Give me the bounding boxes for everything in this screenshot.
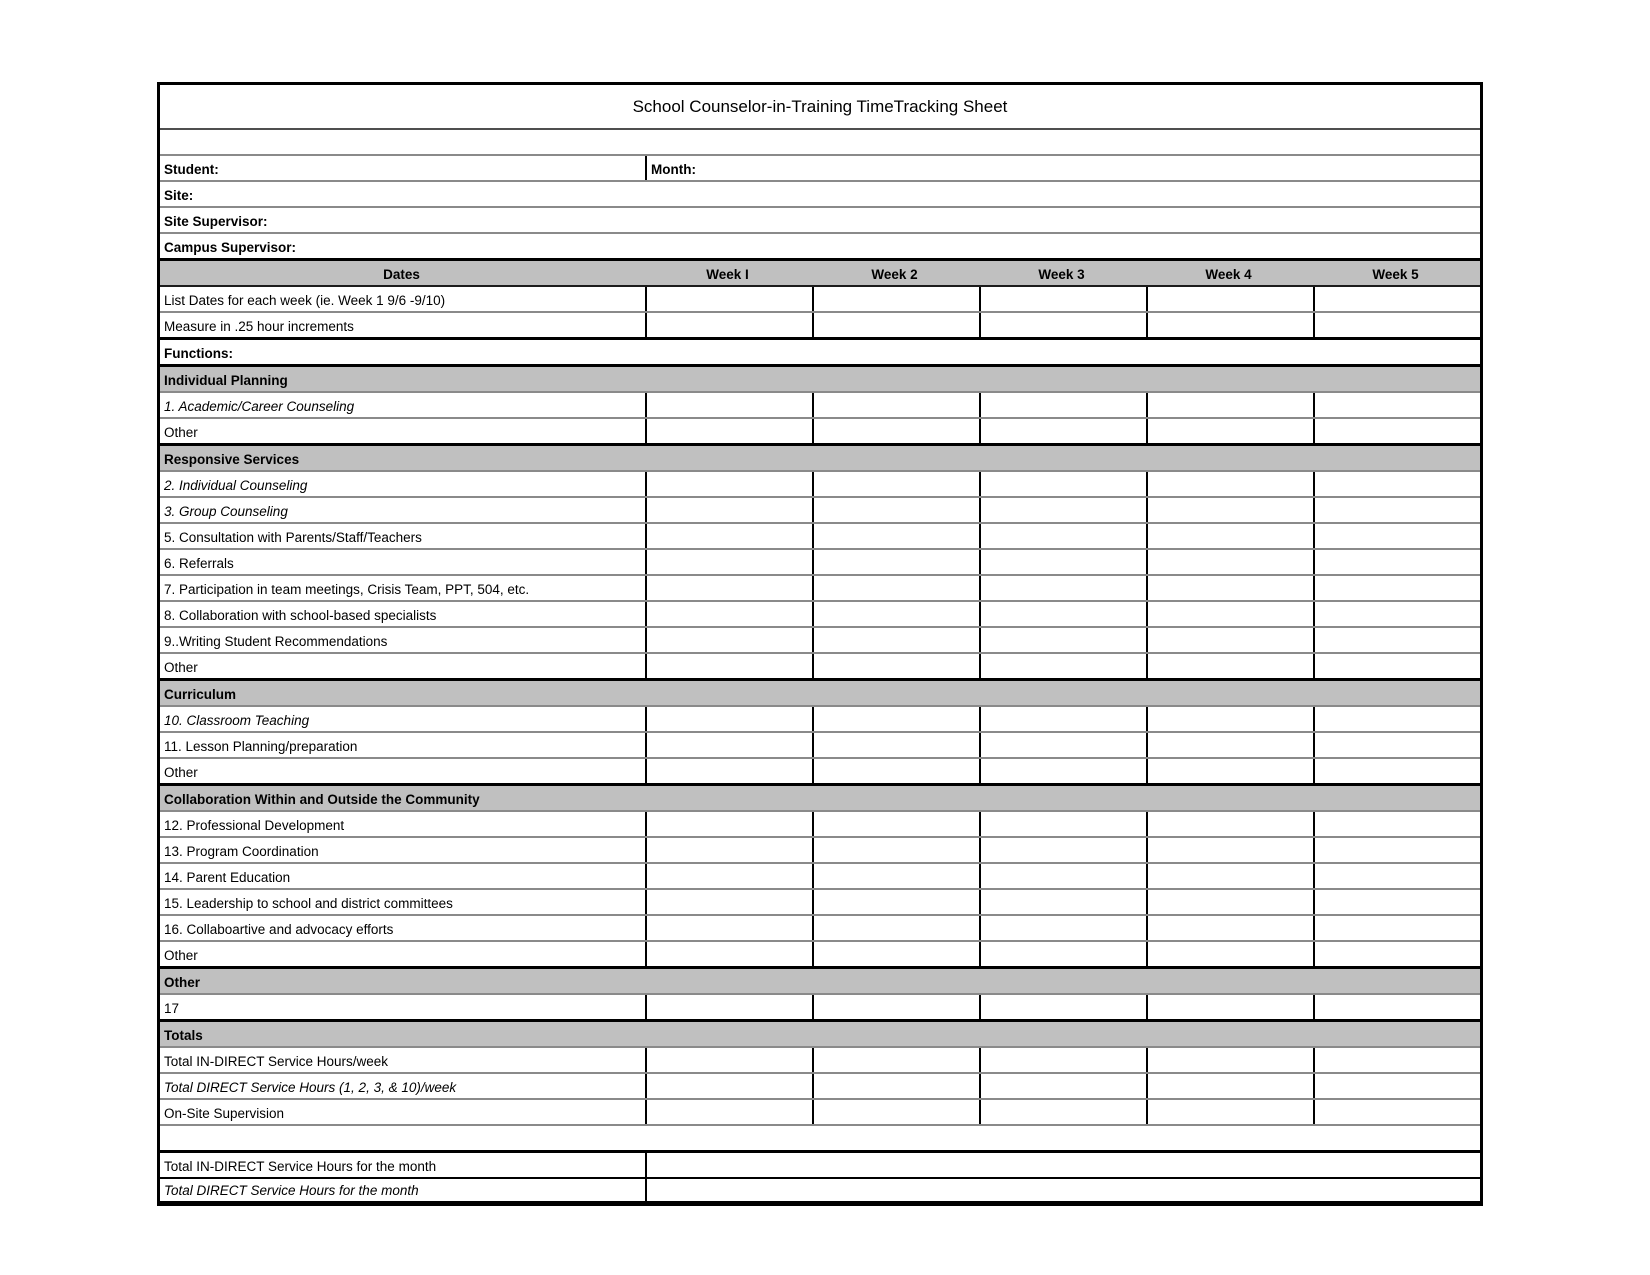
time-tracking-sheet	[157, 82, 1483, 1206]
student-field[interactable]: Student:	[164, 161, 219, 177]
info-row-student	[160, 156, 1480, 182]
week-cell-5[interactable]	[1313, 1048, 1480, 1072]
row-label: 2. Individual Counseling	[164, 477, 308, 493]
row-label: 14. Parent Education	[164, 869, 291, 885]
week-cell-5[interactable]	[1313, 707, 1480, 731]
week-cell-2[interactable]	[812, 916, 979, 940]
week-cell-2[interactable]	[812, 812, 979, 836]
week-cell-5[interactable]	[1313, 393, 1480, 417]
week-cell-4[interactable]	[1146, 1100, 1313, 1124]
week-cell-1[interactable]	[645, 1100, 812, 1124]
data-row-16-collaboartive-and-advocacy-efforts	[160, 916, 1480, 942]
week-cell-2[interactable]	[812, 1048, 979, 1072]
week-cell-3[interactable]	[979, 602, 1146, 626]
week-cell-3[interactable]	[979, 524, 1146, 548]
week-cell-3[interactable]	[979, 550, 1146, 574]
data-row-list-dates-for-each-week-ie-week-1-9-6-9-10	[160, 287, 1480, 313]
data-row-other	[160, 654, 1480, 681]
week-cell-3[interactable]	[979, 576, 1146, 600]
week-cell-1[interactable]	[645, 838, 812, 862]
week-cell-4[interactable]	[1146, 942, 1313, 966]
functions-heading: Functions:	[164, 345, 233, 361]
data-row-9-writing-student-recommendations	[160, 628, 1480, 654]
row-label: 7. Participation in team meetings, Crisis Team, PPT, 504, etc.	[164, 581, 530, 597]
week-cell-2[interactable]	[812, 472, 979, 496]
row-label: 16. Collaboartive and advocacy efforts	[164, 921, 394, 937]
week-cell-1[interactable]	[645, 890, 812, 914]
week-cell-1[interactable]	[645, 524, 812, 548]
data-row-14-parent-education	[160, 864, 1480, 890]
week-cell-3[interactable]	[979, 498, 1146, 522]
section-header-totals	[160, 1022, 1480, 1048]
site-supervisor-field[interactable]: Site Supervisor:	[164, 213, 268, 229]
week-cell-1[interactable]	[645, 393, 812, 417]
week-cell-3[interactable]	[979, 393, 1146, 417]
data-row-on-site-supervision	[160, 1100, 1480, 1126]
week-cell-2[interactable]	[812, 654, 979, 678]
month-total-row-total-in-direct-service-hours-for-the-month	[160, 1153, 1480, 1179]
week-cell-3[interactable]	[979, 1048, 1146, 1072]
blank-cell	[160, 1126, 1480, 1150]
week-cell-4[interactable]	[1146, 812, 1313, 836]
week-cell-4[interactable]	[1146, 576, 1313, 600]
row-label: 5. Consultation with Parents/Staff/Teachers	[164, 529, 422, 545]
week-cell-5[interactable]	[1313, 733, 1480, 757]
week-cell-4[interactable]	[1146, 759, 1313, 783]
week-cell-3[interactable]	[979, 838, 1146, 862]
blank-cell	[160, 130, 1480, 154]
week-cell-2[interactable]	[812, 759, 979, 783]
week-cell-3[interactable]	[979, 995, 1146, 1019]
week-cell-5[interactable]	[1313, 812, 1480, 836]
week-cell-2[interactable]	[812, 1074, 979, 1098]
site-field[interactable]: Site:	[164, 187, 194, 203]
section-header-collaboration-within-and-outside-the-community	[160, 786, 1480, 812]
week-cell-1[interactable]	[645, 287, 812, 311]
row-label: Other	[164, 947, 198, 963]
row-label: 13. Program Coordination	[164, 843, 319, 859]
data-row-other	[160, 419, 1480, 446]
week-cell-4[interactable]	[1146, 472, 1313, 496]
section-header-label: Curriculum	[164, 686, 237, 702]
row-label: 15. Leadership to school and district committees	[164, 895, 453, 911]
week-cell-4[interactable]	[1146, 1048, 1313, 1072]
week-cell-4[interactable]	[1146, 287, 1313, 311]
week-cell-4[interactable]	[1146, 995, 1313, 1019]
week-cell-2[interactable]	[812, 576, 979, 600]
week-cell-4[interactable]	[1146, 838, 1313, 862]
row-label: 11. Lesson Planning/preparation	[164, 738, 358, 754]
week-cell-4[interactable]	[1146, 864, 1313, 888]
week-cell-1[interactable]	[645, 628, 812, 652]
row-label: Other	[164, 659, 198, 675]
week-cell-5[interactable]	[1313, 890, 1480, 914]
week-cell-2[interactable]	[812, 498, 979, 522]
data-row-13-program-coordination	[160, 838, 1480, 864]
row-label: 10. Classroom Teaching	[164, 712, 310, 728]
week-cell-2[interactable]	[812, 707, 979, 731]
data-row-8-collaboration-with-school-based-specialists	[160, 602, 1480, 628]
week-cell-5[interactable]	[1313, 628, 1480, 652]
week-cell-4[interactable]	[1146, 707, 1313, 731]
week-cell-3[interactable]	[979, 628, 1146, 652]
row-label: Total DIRECT Service Hours for the month	[164, 1182, 419, 1198]
info-row-site-supervisor	[160, 208, 1480, 234]
week-cell-5[interactable]	[1313, 419, 1480, 443]
week-cell-1[interactable]	[645, 313, 812, 337]
week-cell-5[interactable]	[1313, 654, 1480, 678]
week-cell-1[interactable]	[645, 995, 812, 1019]
week-cell-5[interactable]	[1313, 524, 1480, 548]
data-row-6-referrals	[160, 550, 1480, 576]
row-label: 3. Group Counseling	[164, 503, 288, 519]
week-cell-3[interactable]	[979, 1100, 1146, 1124]
week-cell-3[interactable]	[979, 707, 1146, 731]
row-label: Total IN-DIRECT Service Hours/week	[164, 1053, 389, 1069]
week-header-row	[160, 261, 1480, 287]
week-cell-2[interactable]	[812, 393, 979, 417]
week-cell-5[interactable]	[1313, 472, 1480, 496]
week-cell-1[interactable]	[645, 916, 812, 940]
week-cell-3[interactable]	[979, 890, 1146, 914]
column-header-week-i: Week I	[706, 266, 749, 282]
data-row-2-individual-counseling	[160, 472, 1480, 498]
data-row-7-participation-in-team-meetings-crisis-team-ppt-504-etc	[160, 576, 1480, 602]
week-cell-4[interactable]	[1146, 1074, 1313, 1098]
week-cell-3[interactable]	[979, 287, 1146, 311]
week-cell-5[interactable]	[1313, 759, 1480, 783]
table-body	[160, 130, 1480, 1203]
week-cell-3[interactable]	[979, 654, 1146, 678]
week-cell-2[interactable]	[812, 942, 979, 966]
data-row-3-group-counseling	[160, 498, 1480, 524]
week-cell-2[interactable]	[812, 733, 979, 757]
data-row-total-in-direct-service-hours-week	[160, 1048, 1480, 1074]
row-label: 6. Referrals	[164, 555, 234, 571]
week-cell-1[interactable]	[645, 654, 812, 678]
section-header-label: Other	[164, 974, 201, 990]
row-label: 9..Writing Student Recommendations	[164, 633, 388, 649]
section-header-curriculum	[160, 681, 1480, 707]
row-label: 17	[164, 1000, 180, 1016]
week-cell-2[interactable]	[812, 287, 979, 311]
row-label: Measure in .25 hour increments	[164, 318, 354, 334]
week-cell-1[interactable]	[645, 472, 812, 496]
week-cell-1[interactable]	[645, 498, 812, 522]
info-row-campus-supervisor	[160, 234, 1480, 261]
week-cell-5[interactable]	[1313, 313, 1480, 337]
week-cell-5[interactable]	[1313, 864, 1480, 888]
week-cell-3[interactable]	[979, 916, 1146, 940]
data-row-17	[160, 995, 1480, 1022]
week-cell-2[interactable]	[812, 550, 979, 574]
week-cell-4[interactable]	[1146, 313, 1313, 337]
section-header-label: Collaboration Within and Outside the Community	[164, 791, 480, 807]
week-cell-5[interactable]	[1313, 550, 1480, 574]
month-total-row-total-direct-service-hours-for-the-month	[160, 1179, 1480, 1203]
row-label: 8. Collaboration with school-based specialists	[164, 607, 437, 623]
week-cell-1[interactable]	[645, 576, 812, 600]
week-cell-5[interactable]	[1313, 916, 1480, 940]
week-cell-5[interactable]	[1313, 995, 1480, 1019]
week-cell-2[interactable]	[812, 890, 979, 914]
row-label: Other	[164, 424, 198, 440]
week-cell-1[interactable]	[645, 1074, 812, 1098]
week-cell-2[interactable]	[812, 1100, 979, 1124]
week-cell-3[interactable]	[979, 864, 1146, 888]
week-cell-1[interactable]	[645, 733, 812, 757]
column-header-week-3: Week 3	[1038, 266, 1085, 282]
week-cell-1[interactable]	[645, 864, 812, 888]
month-field[interactable]: Month:	[645, 156, 1480, 180]
week-cell-5[interactable]	[1313, 942, 1480, 966]
week-cell-3[interactable]	[979, 1074, 1146, 1098]
row-label: 1. Academic/Career Counseling	[164, 398, 355, 414]
week-cell-2[interactable]	[812, 602, 979, 626]
data-row-10-classroom-teaching	[160, 707, 1480, 733]
week-cell-2[interactable]	[812, 864, 979, 888]
week-cell-5[interactable]	[1313, 1100, 1480, 1124]
data-row-total-direct-service-hours-1-2-3-10-week	[160, 1074, 1480, 1100]
week-cell-3[interactable]	[979, 942, 1146, 966]
week-cell-4[interactable]	[1146, 733, 1313, 757]
week-cell-4[interactable]	[1146, 602, 1313, 626]
week-cell-1[interactable]	[645, 602, 812, 626]
column-header-dates: Dates	[383, 266, 420, 282]
week-cell-1[interactable]	[645, 550, 812, 574]
section-header-responsive-services	[160, 446, 1480, 472]
week-cell-2[interactable]	[812, 313, 979, 337]
section-header-individual-planning	[160, 367, 1480, 393]
week-cell-3[interactable]	[979, 313, 1146, 337]
week-cell-3[interactable]	[979, 812, 1146, 836]
row-label: 12. Professional Development	[164, 817, 345, 833]
section-header-label: Individual Planning	[164, 372, 288, 388]
week-cell-2[interactable]	[812, 419, 979, 443]
week-cell-5[interactable]	[1313, 1074, 1480, 1098]
week-cell-5[interactable]	[1313, 287, 1480, 311]
week-cell-5[interactable]	[1313, 576, 1480, 600]
row-label: Total IN-DIRECT Service Hours for the month	[164, 1158, 437, 1174]
week-cell-4[interactable]	[1146, 419, 1313, 443]
data-row-1-academic-career-counseling	[160, 393, 1480, 419]
week-cell-1[interactable]	[645, 1048, 812, 1072]
week-cell-1[interactable]	[645, 942, 812, 966]
section-header-label: Totals	[164, 1027, 203, 1043]
column-header-week-2: Week 2	[871, 266, 918, 282]
row-label: On-Site Supervision	[164, 1105, 285, 1121]
week-cell-1[interactable]	[645, 812, 812, 836]
week-cell-4[interactable]	[1146, 628, 1313, 652]
week-cell-3[interactable]	[979, 759, 1146, 783]
data-row-measure-in-25-hour-increments	[160, 313, 1480, 340]
data-row-15-leadership-to-school-and-district-committees	[160, 890, 1480, 916]
data-row-5-consultation-with-parents-staff-teachers	[160, 524, 1480, 550]
column-header-week-4: Week 4	[1205, 266, 1252, 282]
data-row-12-professional-development	[160, 812, 1480, 838]
week-cell-4[interactable]	[1146, 550, 1313, 574]
blank-row	[160, 1126, 1480, 1153]
sheet-title: School Counselor-in-Training TimeTracking Sheet	[632, 97, 1008, 116]
data-row-11-lesson-planning-preparation	[160, 733, 1480, 759]
column-header-week-5: Week 5	[1372, 266, 1419, 282]
week-cell-5[interactable]	[1313, 838, 1480, 862]
week-cell-4[interactable]	[1146, 524, 1313, 548]
week-cell-5[interactable]	[1313, 602, 1480, 626]
week-cell-2[interactable]	[812, 838, 979, 862]
title-row	[160, 85, 1480, 130]
week-cell-1[interactable]	[645, 707, 812, 731]
week-cell-4[interactable]	[1146, 916, 1313, 940]
week-cell-4[interactable]	[1146, 654, 1313, 678]
month-total-cell[interactable]	[645, 1153, 1480, 1177]
week-cell-4[interactable]	[1146, 498, 1313, 522]
week-cell-3[interactable]	[979, 733, 1146, 757]
month-total-cell[interactable]	[645, 1179, 1480, 1201]
week-cell-4[interactable]	[1146, 890, 1313, 914]
section-header-other	[160, 969, 1480, 995]
section-header-label: Responsive Services	[164, 451, 300, 467]
blank-row	[160, 130, 1480, 156]
data-row-other	[160, 942, 1480, 969]
row-label: Total DIRECT Service Hours (1, 2, 3, & 10)/week	[164, 1079, 457, 1095]
week-cell-3[interactable]	[979, 472, 1146, 496]
week-cell-2[interactable]	[812, 995, 979, 1019]
heading-row-functions	[160, 340, 1480, 367]
data-row-other	[160, 759, 1480, 786]
week-cell-2[interactable]	[812, 524, 979, 548]
week-cell-1[interactable]	[645, 419, 812, 443]
row-label: Other	[164, 764, 198, 780]
week-cell-1[interactable]	[645, 759, 812, 783]
week-cell-5[interactable]	[1313, 498, 1480, 522]
week-cell-2[interactable]	[812, 628, 979, 652]
campus-supervisor-field[interactable]: Campus Supervisor:	[164, 239, 297, 255]
week-cell-3[interactable]	[979, 419, 1146, 443]
info-row-site	[160, 182, 1480, 208]
week-cell-4[interactable]	[1146, 393, 1313, 417]
row-label: List Dates for each week (ie. Week 1 9/6 -9/10)	[164, 292, 446, 308]
